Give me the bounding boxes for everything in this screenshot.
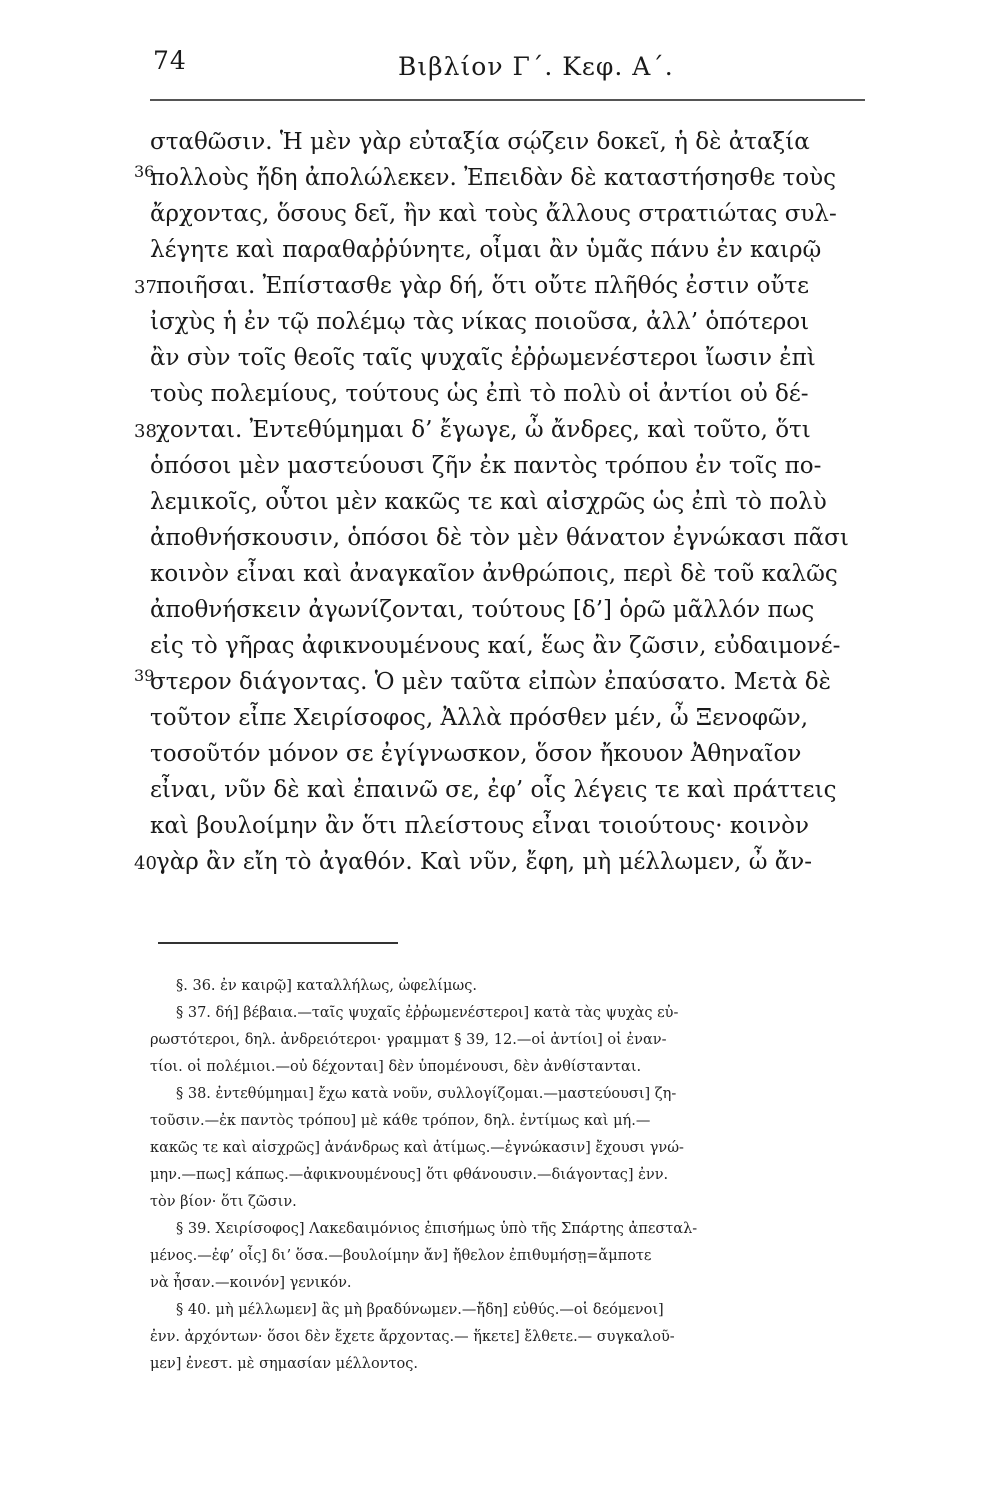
line-text: καὶ βουλοίμην ἂν ὅτι πλείστους εἶναι τοιούτους· κοινὸν xyxy=(150,813,809,839)
line-text: ἀποθνήσκειν ἀγωνίζονται, τούτους [δ’] ὁρῶ μᾶλλόν πως xyxy=(150,597,815,623)
line-text: λέγητε καὶ παραθαῤῥύνητε, οἶμαι ἂν ὑμᾶς πάνυ ἐν καιρῷ xyxy=(150,237,822,263)
line-text: ἀποθνήσκουσιν, ὁπόσοι δὲ τὸν μὲν θάνατον ἐγνώκασι πᾶσι xyxy=(150,525,849,551)
line-text: λεμικοῖς, οὗτοι μὲν κακῶς τε καὶ αἰσχρῶς ὡς ἐπὶ τὸ πολὺ xyxy=(150,489,827,515)
footnote-line: τὸν βίον· ὅτι ζῶσιν. xyxy=(150,1194,297,1210)
footnote-line: § 37. δή] βέβαια.—ταῖς ψυχαῖς ἐῤῥωμενέστεροι] κατὰ τὰς ψυχὰς εὐ- xyxy=(176,1005,679,1021)
line-text: εἰς τὸ γῆρας ἀφικνουμένους καί, ἕως ἂν ζῶσιν, εὐδαιμονέ- xyxy=(150,633,841,659)
footnote-line: μένος.—ἐφ’ οἷς] διʼ ὅσα.—βουλοίμην ἄν] ἤθελον ἐπιθυμήσῃ=ἄμποτε xyxy=(150,1248,652,1264)
line-text: ποιῆσαι. Ἐπίστασθε γὰρ δή, ὅτι οὔτε πλῆθός ἐστιν οὔτε xyxy=(156,273,810,299)
section-number: 38 xyxy=(134,421,157,442)
line-text: ἂν σὺν τοῖς θεοῖς ταῖς ψυχαῖς ἐῤῥωμενέστεροι ἴωσιν ἐπὶ xyxy=(150,345,816,371)
page-number: 74 xyxy=(153,46,187,75)
line-text: στερον διάγοντας. Ὁ μὲν ταῦτα εἰπὼν ἐπαύσατο. Μετὰ δὲ xyxy=(150,669,831,695)
line-text: πολλοὺς ἤδη ἀπολώλεκεν. Ἐπειδὰν δὲ καταστήσησθε τοὺς xyxy=(150,165,836,191)
line-text: εἶναι, νῦν δὲ καὶ ἐπαινῶ σε, ἐφ’ οἷς λέγεις τε καὶ πράττεις xyxy=(150,777,837,803)
line-text: ἰσχὺς ἡ ἐν τῷ πολέμῳ τὰς νίκας ποιοῦσα, ἀλλ’ ὁπότεροι xyxy=(150,309,810,335)
footnote-line: ρωστότεροι, δηλ. ἀνδρειότεροι· γραμματ § 39, 12.—οἱ ἀντίοι] οἱ ἐναν- xyxy=(150,1032,667,1048)
line-text: κοινὸν εἶναι καὶ ἀναγκαῖον ἀνθρώποις, περὶ δὲ τοῦ καλῶς xyxy=(150,561,838,587)
running-title: Βιβλίον Γ΄. Κεφ. Α΄. xyxy=(398,52,674,81)
footnote-line: τοῦσιν.—ἐκ παντὸς τρόπου] μὲ κάθε τρόπον, δηλ. ἐντίμως καὶ μή.— xyxy=(150,1113,651,1129)
footnote-line: μην.—πως] κάπως.—ἀφικνουμένους] ὅτι φθάνουσιν.—διάγοντας] ἐνν. xyxy=(150,1167,669,1183)
line-text: ἄρχοντας, ὅσους δεῖ, ἢν καὶ τοὺς ἄλλους στρατιώτας συλ- xyxy=(150,201,837,227)
line-text: τοὺς πολεμίους, τούτους ὡς ἐπὶ τὸ πολὺ οἱ ἀντίοι οὐ δέ- xyxy=(150,381,809,407)
line-text: ὁπόσοι μὲν μαστεύουσι ζῆν ἐκ παντὸς τρόπου ἐν τοῖς πο- xyxy=(150,453,822,479)
section-number: 37 xyxy=(134,277,157,298)
section-number: 40 xyxy=(134,853,157,874)
footnote-line: § 39. Χειρίσοφος] Λακεδαιμόνιος ἐπισήμως ὑπὸ τῆς Σπάρτης ἀπεσταλ- xyxy=(176,1221,698,1237)
footnote-line: τίοι. οἱ πολέμιοι.—οὐ δέχονται] δὲν ὑπομένουσι, δὲν ἀνθίστανται. xyxy=(150,1059,642,1075)
header-rule xyxy=(150,99,865,101)
footnote-line: ἐνν. ἀρχόντων· ὅσοι δὲν ἔχετε ἄρχοντας.— ἥκετε] ἔλθετε.— συγκαλοῦ- xyxy=(150,1329,675,1345)
footnote-line: §. 36. ἐν καιρῷ] καταλλήλως, ὠφελίμως. xyxy=(176,978,477,994)
line-text: γὰρ ἂν εἴη τὸ ἀγαθόν. Καὶ νῦν, ἔφη, μὴ μέλλωμεν, ὦ ἄν- xyxy=(156,849,813,875)
line-text: σταθῶσιν. Ἡ μὲν γὰρ εὐταξία σῴζειν δοκεῖ, ἡ δὲ ἀταξία xyxy=(150,129,810,155)
footnote-line: νὰ ἦσαν.—κοινόν] γενικόν. xyxy=(150,1275,352,1291)
section-number: 36 xyxy=(134,162,155,181)
line-text: χονται. Ἐντεθύμημαι δ’ ἔγωγε, ὦ ἄνδρες, καὶ τοῦτο, ὅτι xyxy=(156,417,811,443)
footnote-rule xyxy=(158,942,398,944)
line-text: τοῦτον εἶπε Χειρίσοφος, Ἀλλὰ πρόσθεν μέν, ὦ Ξενοφῶν, xyxy=(150,705,809,731)
footnote-line: μεν] ἐνεστ. μὲ σημασίαν μέλλοντος. xyxy=(150,1356,419,1372)
line-text: τοσοῦτόν μόνον σε ἐγίγνωσκον, ὅσον ἤκουον Ἀθηναῖον xyxy=(150,741,802,767)
section-number: 39 xyxy=(134,666,155,685)
footnote-line: κακῶς τε καὶ αἰσχρῶς] ἀνάνδρως καὶ ἀτίμως.—ἐγνώκασιν] ἔχουσι γνώ- xyxy=(150,1140,684,1156)
footnote-line: § 38. ἐντεθύμημαι] ἔχω κατὰ νοῦν, συλλογίζομαι.—μαστεύουσι] ζη- xyxy=(176,1086,677,1102)
footnote-line: § 40. μὴ μέλλωμεν] ἂς μὴ βραδύνωμεν.—ἤδη] εὐθύς.—οἱ δεόμενοι] xyxy=(176,1302,664,1318)
